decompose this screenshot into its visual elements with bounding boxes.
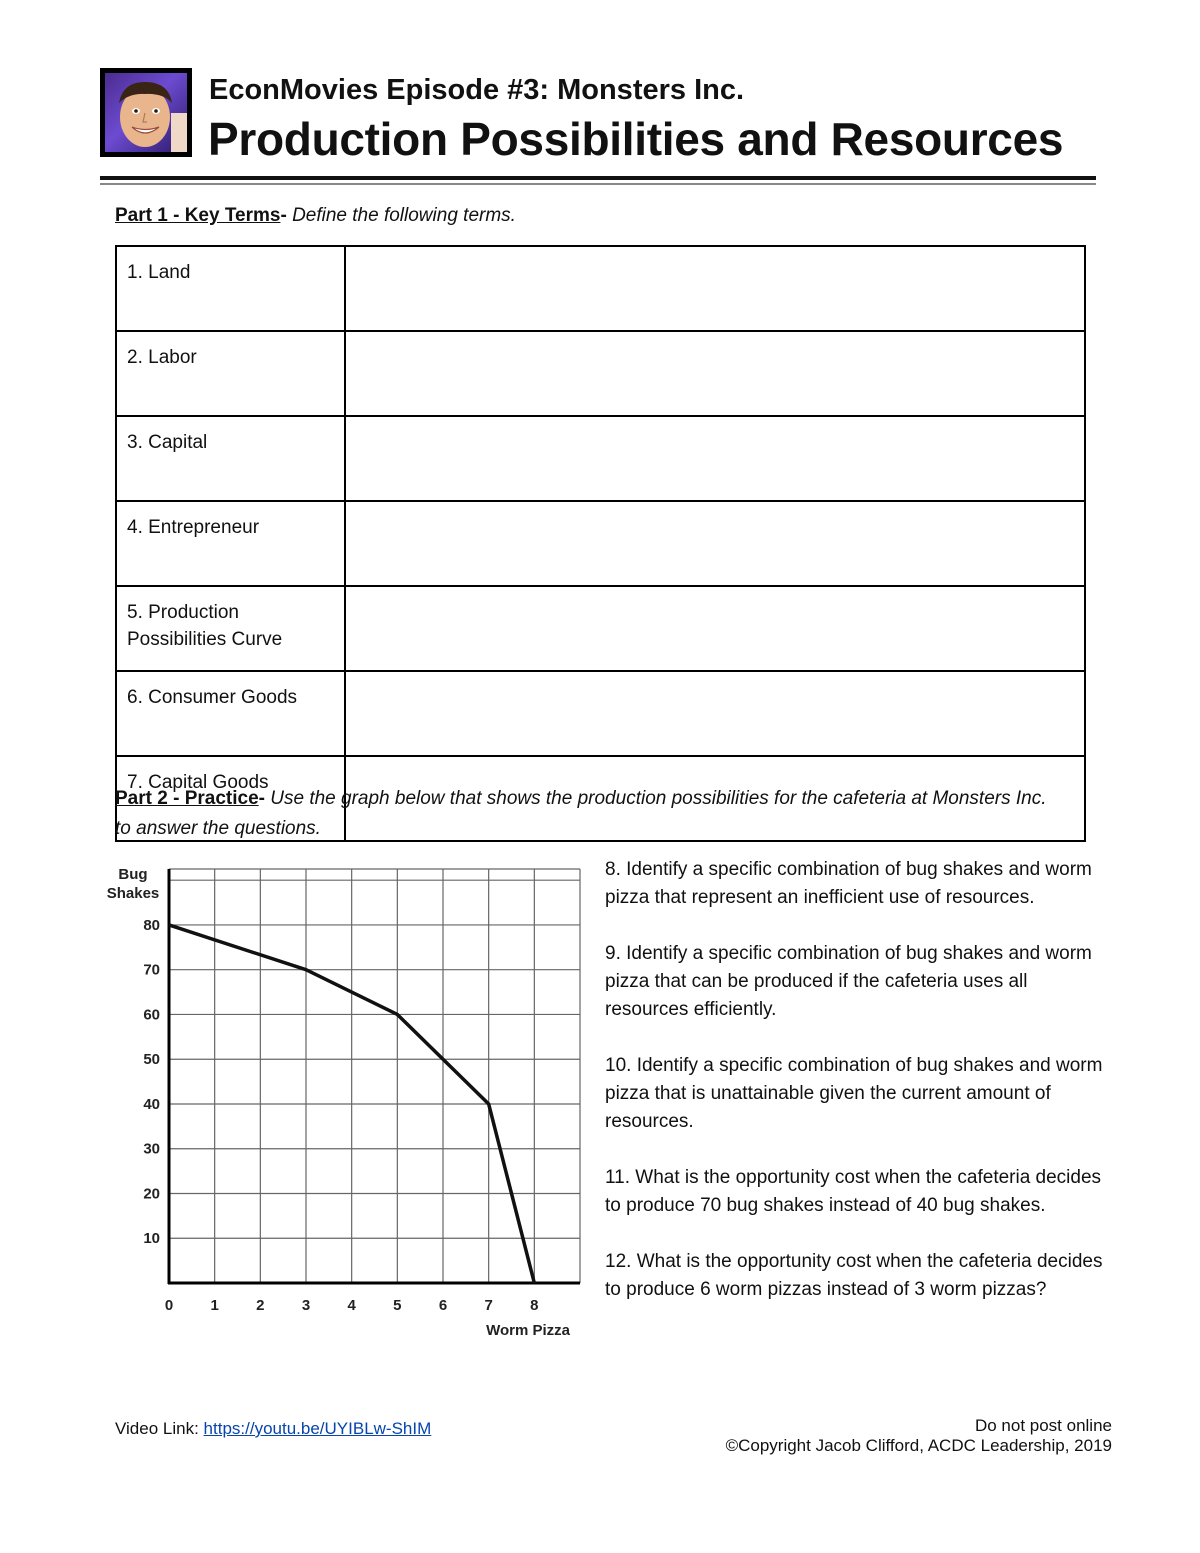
- question-9: 9. Identify a specific combination of bug shakes and worm pizza that can be produced if the cafeteria uses all resources efficiently.: [605, 943, 1092, 1020]
- part1-label: Part 1 - Key Terms: [115, 205, 281, 226]
- table-row: [116, 501, 1085, 586]
- x-tick-label: 7: [484, 1297, 493, 1314]
- y-axis-label-line: Bug: [118, 866, 148, 883]
- part2-label: Part 2 - Practice: [115, 788, 259, 809]
- x-tick-label: 3: [301, 1297, 311, 1314]
- y-tick-label: 30: [143, 1140, 160, 1158]
- definition-field[interactable]: [345, 586, 1085, 671]
- x-tick-label: 6: [438, 1297, 448, 1314]
- part1-instruction: Define the following terms.: [292, 205, 516, 226]
- ppc-chart: [100, 860, 590, 1350]
- x-tick-label: 2: [256, 1297, 265, 1314]
- term-label: 3. Capital: [116, 416, 345, 501]
- key-terms-table: [115, 245, 1086, 842]
- x-tick-label: 0: [164, 1297, 174, 1314]
- video-link-line: [115, 1419, 431, 1439]
- definition-field[interactable]: [345, 671, 1085, 756]
- y-tick-label: 60: [143, 1006, 160, 1024]
- y-tick-label: 40: [143, 1095, 160, 1113]
- y-axis-label-line: Shakes: [106, 885, 160, 902]
- y-tick-label: 20: [143, 1185, 160, 1203]
- term-label: 6. Consumer Goods: [116, 671, 345, 756]
- question-11: 11. What is the opportunity cost when the cafeteria decides to produce 70 bug shakes instead of 40 bug shakes.: [605, 1167, 1102, 1216]
- question-8: 8. Identify a specific combination of bug shakes and worm pizza that represent an inefficient use of resources.: [605, 859, 1092, 908]
- x-tick-label: 5: [393, 1297, 402, 1314]
- y-tick-label: 70: [143, 961, 160, 979]
- table-row: [116, 671, 1085, 756]
- author-photo: [100, 68, 192, 157]
- y-tick-label: 10: [143, 1230, 160, 1248]
- table-row: [116, 586, 1085, 671]
- question-list: [605, 856, 1105, 1332]
- y-tick-label: 50: [143, 1051, 160, 1069]
- definition-field[interactable]: [345, 501, 1085, 586]
- term-label: 7. Capital Goods: [116, 756, 345, 841]
- definition-field[interactable]: [345, 246, 1085, 331]
- x-axis-label: Worm Pizza: [486, 1322, 570, 1339]
- definition-field[interactable]: [345, 416, 1085, 501]
- table-row: [116, 246, 1085, 331]
- video-link[interactable]: https://youtu.be/UYIBLw-ShIM: [203, 1419, 432, 1438]
- header-divider-thin: [100, 183, 1096, 185]
- header-divider: [100, 176, 1096, 180]
- part2-heading: Part 2 - Practice- Use the graph below that shows the production possibilities for the cafeteria at Monsters Inc. to answer the questions.: [115, 788, 1047, 839]
- y-tick-label: 80: [143, 916, 160, 934]
- footer-notice: [726, 1416, 1112, 1456]
- video-label: Video Link:: [115, 1419, 199, 1438]
- episode-subtitle: EconMovies Episode #3: Monsters Inc.: [209, 74, 745, 106]
- part1-heading: Part 1 - Key Terms- Define the following terms.: [115, 205, 516, 226]
- term-label: 2. Labor: [116, 331, 345, 416]
- question-12: 12. What is the opportunity cost when the cafeteria decides to produce 6 worm pizzas instead of 3 worm pizzas?: [605, 1251, 1103, 1300]
- copyright-text: ©Copyright Jacob Clifford, ACDC Leadership, 2019: [725, 1436, 1112, 1455]
- ppc-chart-svg: [100, 860, 590, 1345]
- table-row: [116, 416, 1085, 501]
- definition-field[interactable]: [345, 331, 1085, 416]
- question-10: 10. Identify a specific combination of bug shakes and worm pizza that is unattainable given the current amount of resources.: [605, 1055, 1103, 1132]
- term-label: 5. Production Possibilities Curve: [116, 586, 345, 671]
- term-label: 1. Land: [116, 246, 345, 331]
- x-tick-label: 1: [210, 1297, 219, 1314]
- part2-instruction: Use the graph below that shows the production possibilities for the cafeteria at Monsters Inc. to answer the questions.: [115, 788, 1047, 839]
- table-row: [116, 331, 1085, 416]
- term-label: 4. Entrepreneur: [116, 501, 345, 586]
- page-title: Production Possibilities and Resources: [208, 113, 1064, 165]
- x-tick-label: 4: [347, 1297, 356, 1314]
- do-not-post-notice: Do not post online: [974, 1416, 1112, 1435]
- x-tick-label: 8: [530, 1297, 539, 1314]
